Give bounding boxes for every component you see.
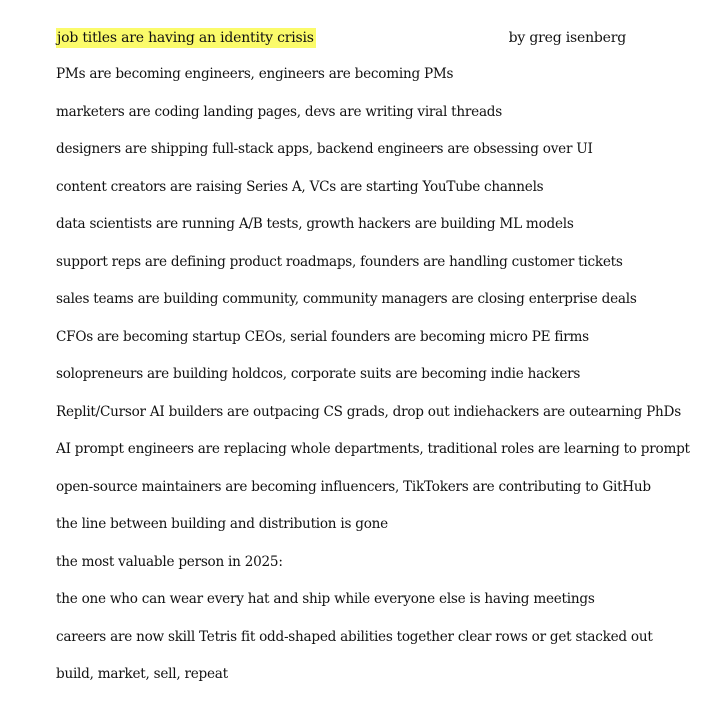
author-byline: by greg isenberg xyxy=(508,30,626,46)
text-line: content creators are raising Series A, VCs are starting YouTube channels xyxy=(56,178,544,195)
text-line: designers are shipping full-stack apps, backend engineers are obsessing over UI xyxy=(56,141,593,157)
text-line: the one who can wear every hat and ship while everyone else is having meetings xyxy=(56,591,595,607)
text-line: PMs are becoming engineers, engineers are becoming PMs xyxy=(56,66,454,82)
text-line: build, market, sell, repeat xyxy=(56,666,228,682)
text-line: careers are now skill Tetris fit odd-shaped abilities together clear rows or get stacked out xyxy=(56,628,653,645)
text-line: solopreneurs are building holdcos, corporate suits are becoming indie hackers xyxy=(56,366,581,382)
document-title-highlighted: job titles are having an identity crisis xyxy=(57,30,314,46)
document-body xyxy=(56,64,696,702)
text-line: Replit/Cursor AI builders are outpacing CS grads, drop out indiehackers are outearning PhDs xyxy=(56,403,681,420)
text-line: AI prompt engineers are replacing whole departments, traditional roles are learning to prompt xyxy=(56,441,690,457)
text-line: the most valuable person in 2025: xyxy=(56,553,283,570)
text-line: CFOs are becoming startup CEOs, serial founders are becoming micro PE firms xyxy=(56,328,589,345)
document-header xyxy=(56,28,626,50)
text-line: sales teams are building community, community managers are closing enterprise deals xyxy=(56,291,637,307)
text-line: marketers are coding landing pages, devs are writing viral threads xyxy=(56,103,502,120)
text-line: open-source maintainers are becoming influencers, TikTokers are contributing to GitHub xyxy=(56,478,651,495)
text-line: support reps are defining product roadmaps, founders are handling customer tickets xyxy=(56,253,623,270)
text-line: the line between building and distribution is gone xyxy=(56,516,388,532)
text-line: data scientists are running A/B tests, growth hackers are building ML models xyxy=(56,216,574,232)
